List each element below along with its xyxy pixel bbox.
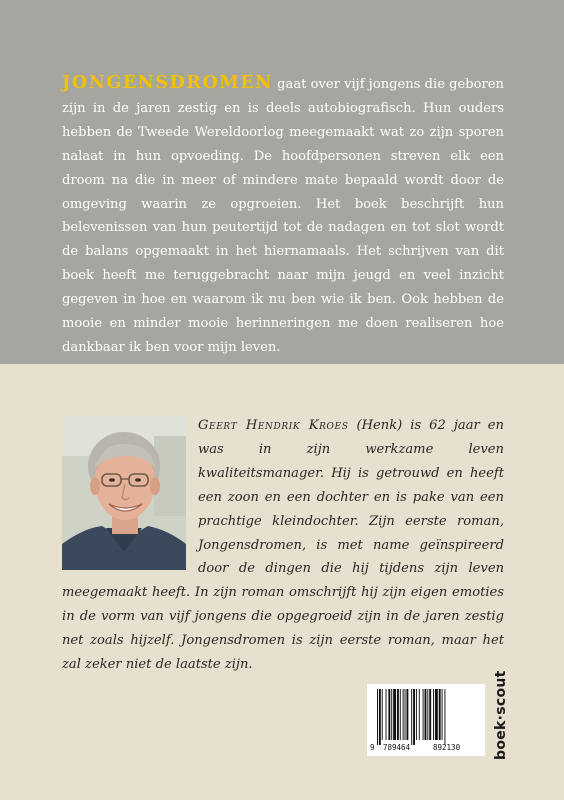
blurb-paragraph	[62, 72, 504, 360]
barcode-bars	[367, 684, 485, 746]
author-bio-paragraph	[62, 414, 504, 677]
author-bio-text: (Henk) is 62 jaar en was in zijn werkzame leven kwaliteitsmanager. Hij is getrouwd en heeft een zoon en een dochter en is pake van een prachtige kleindochter. Zijn eerste roman, Jongensdromen, is met name geïnspireerd door de dingen die hij tijdens zijn leven meegemaakt heeft. In zijn roman omschrijft hij zijn eigen emoties in de vorm van vijf jongens die opgegroeid zijn in de jaren zestig net zoals hijzelf. Jongensdromen is zijn eerste roman, maar het zal zeker niet de laatste zijn.	[62, 418, 504, 673]
isbn-digit-prefix: 9	[370, 743, 375, 752]
blurb-text: gaat over vijf jongens die geboren zijn in de jaren zestig en is deels autobiografisch. Hun ouders hebben de Tweede Wereldoorlog meegemaakt wat zo zijn sporen nalaat in hun opvoeding. De hoofdpersonen streven elk een droom na die in meer of mindere mate bepaald wordt door de omgeving waarin ze opgroeien. Het boek beschrijft hun belevenissen van hun peutertijd tot de nadagen en tot slot wordt de balans opgemaakt in het hiernamaals. Het schrijven van dit boek heeft me teruggebracht naar mijn jeugd en veel inzicht gegeven in hoe en waarom ik nu ben wie ik ben. Ook hebben de mooie en minder mooie herinneringen me doen realiseren hoe dankbaar ik ben voor mijn leven.	[62, 77, 504, 355]
author-name: Geert Hendrik Kroes	[198, 418, 349, 433]
publisher-logo: boek·scout	[493, 670, 509, 760]
isbn-digit-group-right: 892130	[433, 743, 461, 752]
photo-spacer	[62, 414, 198, 580]
isbn-digit-group-left: 789464	[383, 743, 411, 752]
book-title: JONGENSDROMEN	[62, 73, 273, 93]
isbn-barcode	[367, 684, 485, 756]
